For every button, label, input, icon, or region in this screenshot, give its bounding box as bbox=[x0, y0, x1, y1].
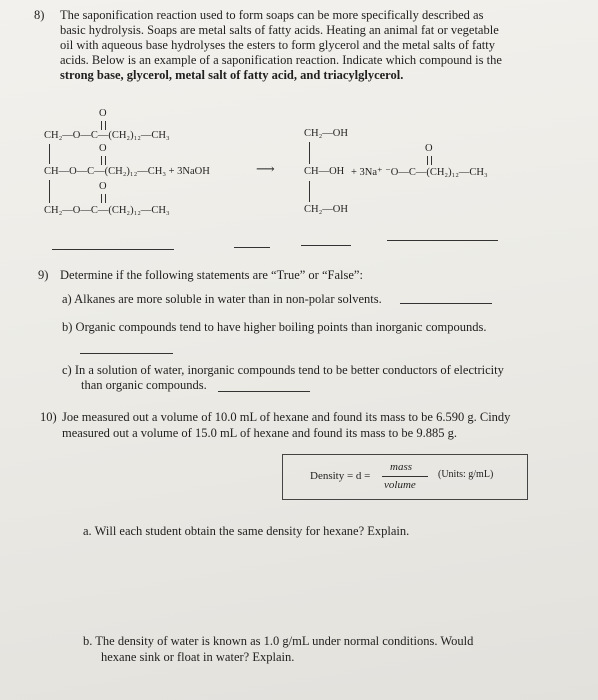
carbonyl-o-2: O bbox=[99, 143, 107, 154]
q9-statement-b: b) Organic compounds tend to have higher boiling points than inorganic compounds. bbox=[62, 320, 487, 334]
triglyceride-row-1: CH₂—O—C—(CH₂)₁₂—CH₃ bbox=[44, 130, 170, 141]
carbonyl-o-1: O bbox=[99, 108, 107, 119]
q8-line-1: The saponification reaction used to form soaps can be more specifically described as bbox=[60, 8, 484, 22]
q10-line-2: measured out a volume of 15.0 mL of hexane and found its mass to be 9.885 g. bbox=[62, 426, 457, 440]
salt-carbonyl-o: O bbox=[425, 143, 433, 154]
q9-prompt: Determine if the following statements are “True” or “False”: bbox=[60, 268, 363, 282]
q10-part-b-line-1: b. The density of water is known as 1.0 g/mL under normal conditions. Would bbox=[83, 634, 474, 648]
q8-blank-2[interactable] bbox=[234, 247, 270, 248]
glycerol-bond-upper bbox=[309, 142, 310, 164]
triglyceride-row-2: CH—O—C—(CH₂)₁₂—CH₃ + 3NaOH bbox=[44, 166, 210, 177]
q9-b-blank[interactable] bbox=[80, 353, 173, 354]
double-bond-3 bbox=[101, 194, 106, 203]
fatty-acid-salt: + 3Na⁺ ⁻O—C—(CH₂)₁₂—CH₃ bbox=[351, 167, 488, 178]
glycerol-mid: CH—OH bbox=[304, 166, 345, 177]
salt-double-bond bbox=[427, 156, 432, 165]
q9-statement-c-line-2: than organic compounds. bbox=[81, 378, 207, 392]
q8-line-5: strong base, glycerol, metal salt of fatty acid, and triacylglycerol. bbox=[60, 68, 404, 82]
q10-part-a: a. Will each student obtain the same density for hexane? Explain. bbox=[83, 524, 410, 538]
reaction-arrow: ⟶ bbox=[256, 161, 275, 176]
q9-statement-c-line-1: c) In a solution of water, inorganic compounds tend to be better conductors of electricity bbox=[62, 363, 504, 377]
carbonyl-o-3: O bbox=[99, 181, 107, 192]
q8-line-2: basic hydrolysis. Soaps are metal salts of fatty acids. Heating an animal fat or vegetable bbox=[60, 23, 499, 37]
fraction-bar bbox=[382, 476, 428, 477]
q8-line-3: oil with aqueous base hydrolyses the esters to form glycerol and the metal salts of fatty bbox=[60, 38, 495, 52]
double-bond-1 bbox=[101, 121, 106, 130]
q9-c-blank[interactable] bbox=[218, 391, 310, 392]
q8-number: 8) bbox=[34, 8, 45, 22]
formula-numerator: mass bbox=[390, 461, 413, 473]
formula-units: (Units: g/mL) bbox=[438, 469, 494, 480]
q8-blank-4[interactable] bbox=[387, 240, 498, 241]
q10-line-1: Joe measured out a volume of 10.0 mL of hexane and found its mass to be 6.590 g. Cindy bbox=[62, 410, 511, 424]
triglyceride-row-3: CH₂—O—C—(CH₂)₁₂—CH₃ bbox=[44, 205, 170, 216]
backbone-bond-upper bbox=[49, 144, 50, 164]
glycerol-bottom: CH₂—OH bbox=[304, 204, 348, 215]
density-formula-box bbox=[282, 454, 528, 500]
q9-number: 9) bbox=[38, 268, 49, 282]
formula-denominator: volume bbox=[384, 479, 416, 491]
q10-number: 10) bbox=[40, 410, 57, 424]
q9-statement-a: a) Alkanes are more soluble in water than in non-polar solvents. bbox=[62, 292, 382, 306]
formula-lhs: Density = d = bbox=[310, 470, 371, 482]
backbone-bond-lower bbox=[49, 180, 50, 203]
q9-a-blank[interactable] bbox=[400, 303, 492, 304]
double-bond-2 bbox=[101, 156, 106, 165]
q8-blank-1[interactable] bbox=[52, 249, 174, 250]
q8-line-4: acids. Below is an example of a saponification reaction. Indicate which compound is the bbox=[60, 53, 502, 67]
glycerol-bond-lower bbox=[309, 181, 310, 202]
q8-blank-3[interactable] bbox=[301, 245, 351, 246]
q10-part-b-line-2: hexane sink or float in water? Explain. bbox=[101, 650, 295, 664]
glycerol-top: CH₂—OH bbox=[304, 128, 348, 139]
